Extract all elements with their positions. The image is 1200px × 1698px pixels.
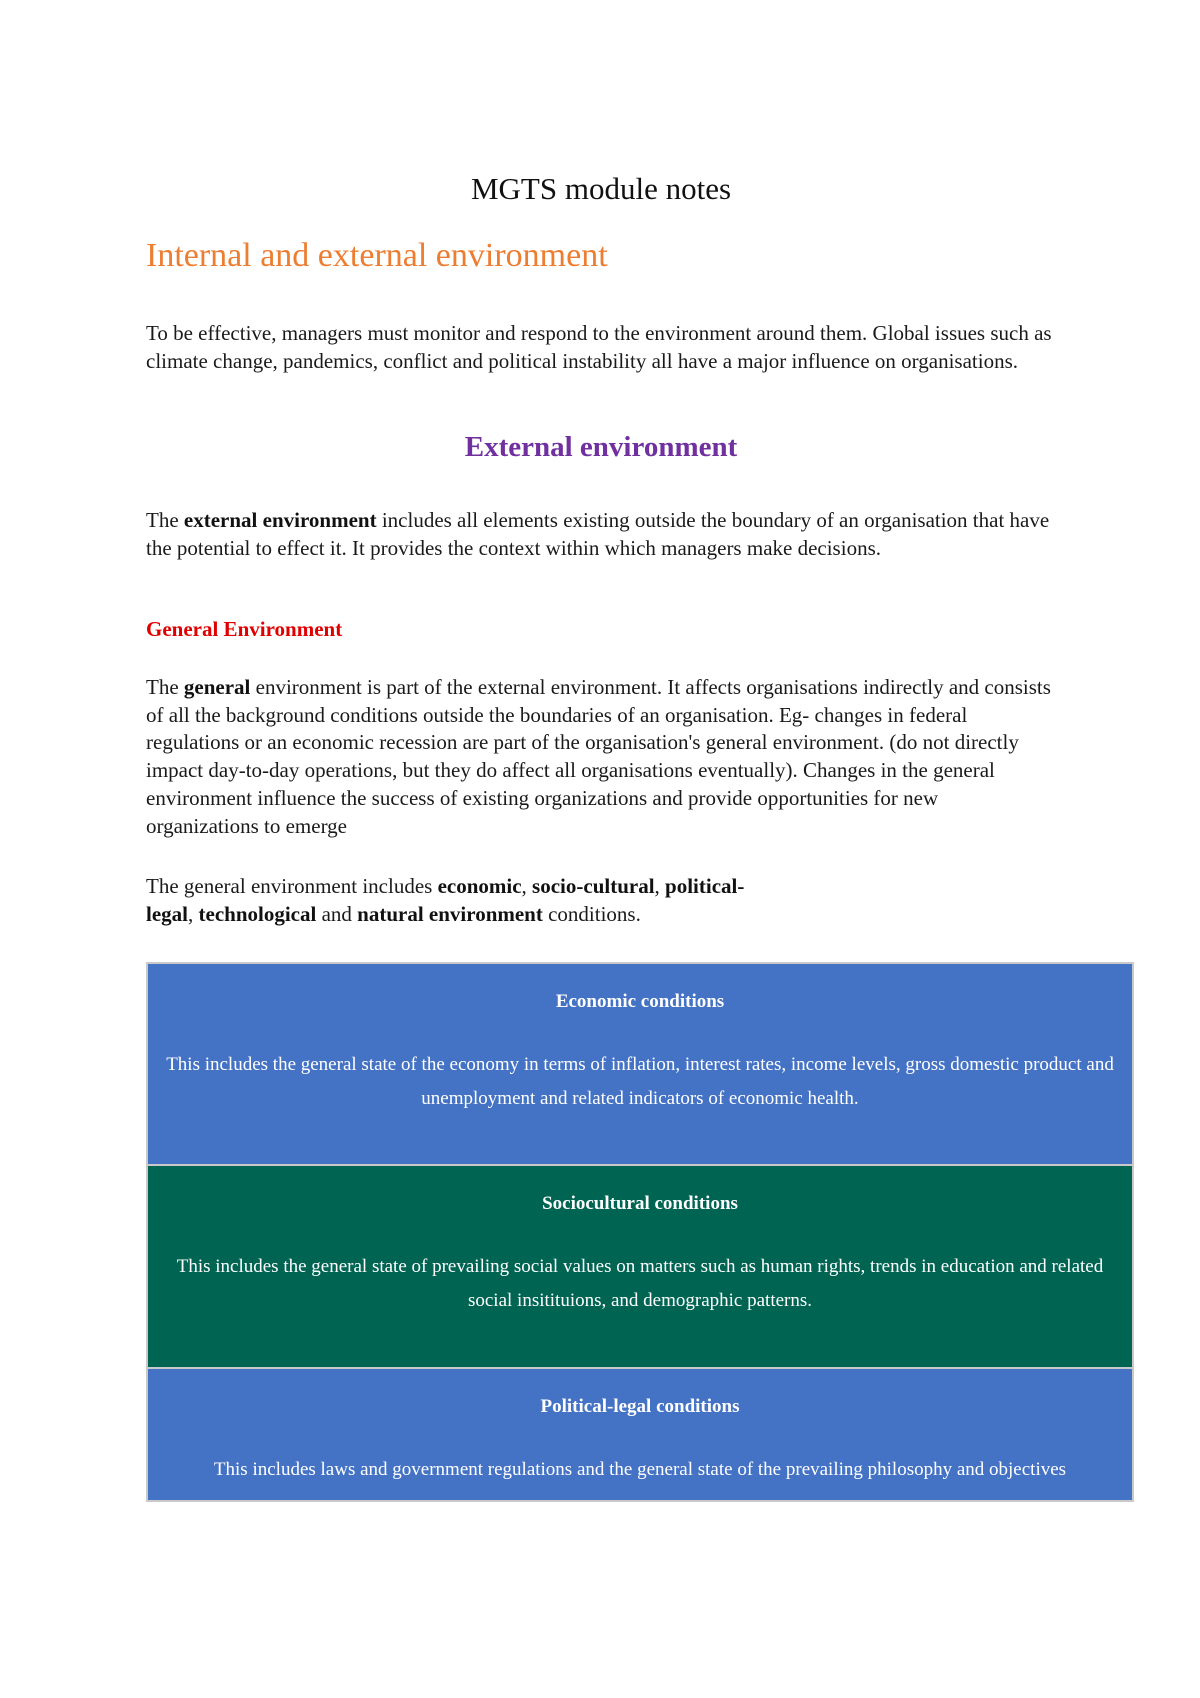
includes-t2: ,	[521, 874, 533, 898]
includes-b5: technological	[198, 901, 317, 926]
includes-t3: ,	[654, 874, 666, 898]
includes-t5: and	[316, 901, 358, 926]
general-para-bold: general	[183, 675, 251, 699]
includes-t4: ,	[188, 901, 199, 926]
heading-general-environment: General Environment	[146, 617, 343, 641]
includes-b2: socio-cultural	[532, 874, 655, 898]
heading-external-environment: External environment	[464, 431, 738, 463]
external-environment-paragraph	[146, 507, 1056, 562]
general-para-pre: The	[146, 675, 184, 699]
sociocultural-conditions-cell	[148, 1166, 1132, 1369]
general-para-post: environment is part of the external environment. It affects organisations indirectly and consists of all the background conditions outside the boundaries of an organisation. Eg- changes in federal regulations or an economic recession are part of the organisation's general environment. (do not directly impact day-to-day operations, but they do affect all organisations eventually). Changes in the general environment influence the success of existing organizations and provide opportunities for new organizations to emerge	[146, 675, 1051, 838]
includes-t6: conditions.	[542, 901, 641, 926]
condition-title: Economic conditions	[555, 991, 725, 1012]
conditions-table	[146, 962, 1134, 1502]
general-environment-paragraph	[146, 674, 1056, 840]
document-title: MGTS module notes	[470, 171, 732, 206]
intro-paragraph: To be effective, managers must monitor and respond to the environment around them. Global issues such as climate change, pandemics, conflict and political instability all have a major influence on organisations.	[146, 321, 1052, 373]
condition-body: This includes the general state of prevailing social values on matters such as human rights, trends in education and related social insitituions, and demographic patterns.	[176, 1256, 1104, 1311]
condition-title: Sociocultural conditions	[542, 1193, 738, 1214]
economic-conditions-cell	[148, 964, 1132, 1166]
condition-body: This includes the general state of the economy in terms of inflation, interest rates, income levels, gross domestic product and unemployment and related indicators of economic health.	[166, 1054, 1114, 1109]
external-para-bold: external environment	[183, 508, 377, 532]
external-para-pre: The	[146, 508, 184, 532]
includes-b4: legal	[146, 901, 188, 926]
includes-b6: natural environment	[357, 901, 543, 926]
includes-b1: economic	[437, 874, 522, 898]
includes-b3: political-	[665, 874, 745, 898]
condition-body: This includes laws and government regulations and the general state of the prevailing philosophy and objectives	[213, 1459, 1067, 1480]
heading-internal-external: Internal and external environment	[146, 237, 608, 274]
political-legal-conditions-cell	[148, 1369, 1132, 1500]
condition-title: Political-legal conditions	[540, 1396, 740, 1417]
general-includes-paragraph	[146, 873, 1056, 928]
external-para-post: includes all elements existing outside the boundary of an organisation that have the potential to effect it. It provides the context within which managers make decisions.	[146, 508, 1050, 560]
includes-t1: The general environment includes	[146, 874, 438, 898]
